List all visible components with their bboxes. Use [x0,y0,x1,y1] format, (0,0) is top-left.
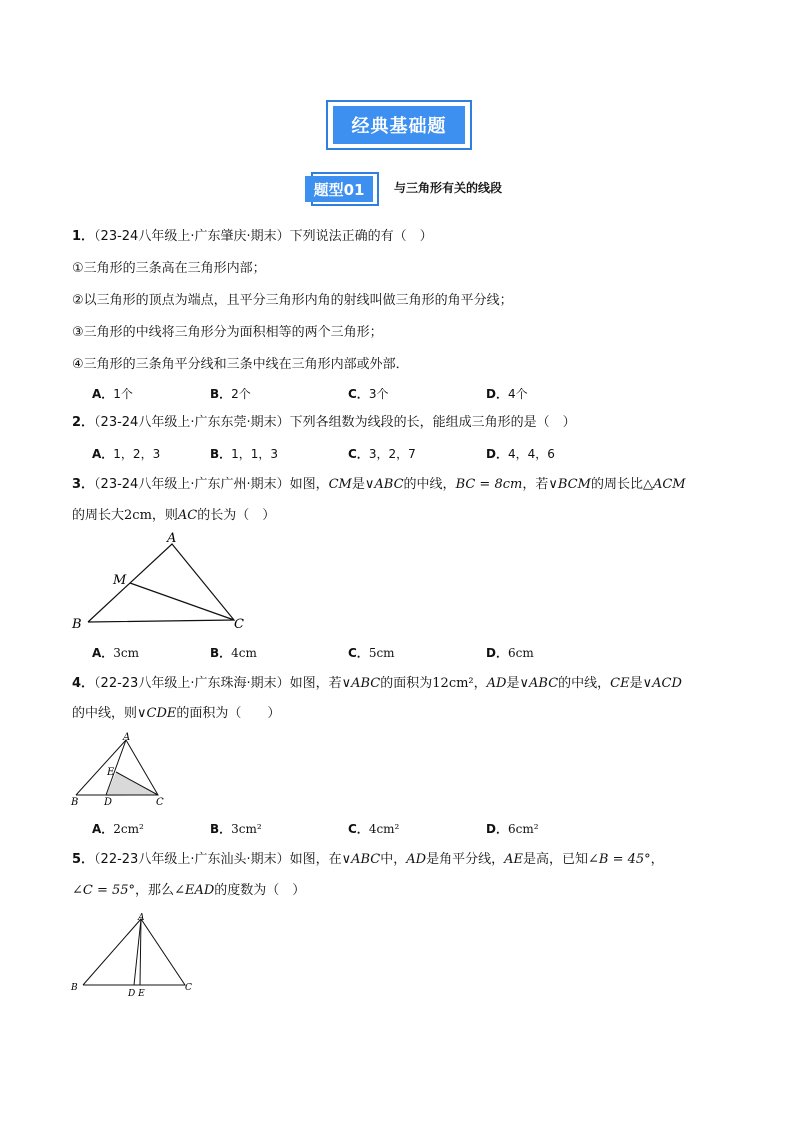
question-3-stem: 3．（23-24八年级上·广东广州·期末）如图，CM是∨ABC的中线，BC = 8cm，若∨BCM的周长比△ACM [72,477,686,492]
question-number: 5． [72,852,95,867]
question-4-stem: 4．（22-23八年级上·广东珠海·期末）如图，若∨ABC的面积为12cm²，AD是∨ABC的中线，CE是∨ACD [72,676,682,691]
q1-statement-1: ①三角形的三条高在三角形内部； [72,261,266,276]
question-source: （23-24八年级上·广东广州·期末） [94,477,290,492]
banner-title: 经典基础题 [333,106,465,144]
question-source: （23-24八年级上·广东肇庆·期末） [94,229,290,244]
q5-label-a: A [138,913,145,923]
q4-option-a[interactable]: A．2cm² [92,822,144,836]
q3-option-a[interactable]: A．3cm [92,646,140,660]
q3-label-a: A [167,531,177,546]
q1-statement-3: ③三角形的中线将三角形分为面积相等的两个三角形； [72,325,383,340]
q1-option-a[interactable]: A．1个 [92,387,133,401]
q1-statement-4: ④三角形的三条角平分线和三条中线在三角形内部或外部． [72,357,409,372]
q4-triangle-figure [68,732,174,808]
q3-label-m: M [113,573,127,588]
question-number: 3． [72,477,95,492]
question-number: 1． [72,229,95,244]
q3-label-c: C [234,617,244,632]
q4-option-c[interactable]: C．4cm² [348,822,400,836]
q5-label-b: B [71,983,78,993]
q4-label-b: B [71,797,79,808]
section-title: 与三角形有关的线段 [394,181,503,195]
section-badge: 题型01 [305,176,373,202]
q5-triangle-figure [68,910,200,1000]
q4-option-b[interactable]: B．3cm² [210,822,262,836]
q1-option-c[interactable]: C．3个 [348,387,389,401]
question-3-stem-line-2: 的周长大2cm，则AC的长为（ ） [72,508,276,523]
q1-option-d[interactable]: D．4个 [486,387,528,401]
question-4-stem-line-2: 的中线，则∨CDE的面积为（ ） [72,706,281,721]
q3-label-b: B [72,617,82,632]
question-5-stem-line-2: ∠C = 55°，那么∠EAD的度数为（ ） [72,883,306,898]
question-source: （22-23八年级上·广东汕头·期末） [94,852,290,867]
q1-statement-2: ②以三角形的顶点为端点，且平分三角形内角的射线叫做三角形的角平分线； [72,293,513,308]
q3-triangle-figure [68,530,258,632]
q4-option-d[interactable]: D．6cm² [486,822,539,836]
q1-option-b[interactable]: B．2个 [210,387,251,401]
question-1-stem [72,228,433,246]
question-source: （22-23八年级上·广东珠海·期末） [94,676,290,691]
q3-option-d[interactable]: D．6cm [486,646,534,660]
question-number: 4． [72,676,95,691]
q2-option-c[interactable]: C．3，2，7 [348,447,416,461]
q4-label-d: D [104,797,113,808]
q2-option-b[interactable]: B．1，1，3 [210,447,279,461]
question-2-stem [72,414,576,432]
q3-option-b[interactable]: B．4cm [210,646,257,660]
q5-label-c: C [185,983,192,993]
q2-option-d[interactable]: D．4，4，6 [486,447,555,461]
q5-label-de: D E [128,989,145,999]
q4-label-e: E [107,767,115,778]
question-5-stem: 5．（22-23八年级上·广东汕头·期末）如图，在∨ABC中，AD是角平分线，AE是高，已知∠B = 45°， [72,852,664,867]
question-text: 下列说法正确的有（ ） [289,229,433,244]
question-number: 2． [72,415,95,430]
q4-label-c: C [156,797,164,808]
q3-option-c[interactable]: C．5cm [348,646,395,660]
q2-option-a[interactable]: A．1，2，3 [92,447,161,461]
q4-label-a: A [123,732,131,743]
question-text: 下列各组数为线段的长，能组成三角形的是（ ） [289,415,576,430]
question-source: （23-24八年级上·广东东莞·期末） [94,415,290,430]
